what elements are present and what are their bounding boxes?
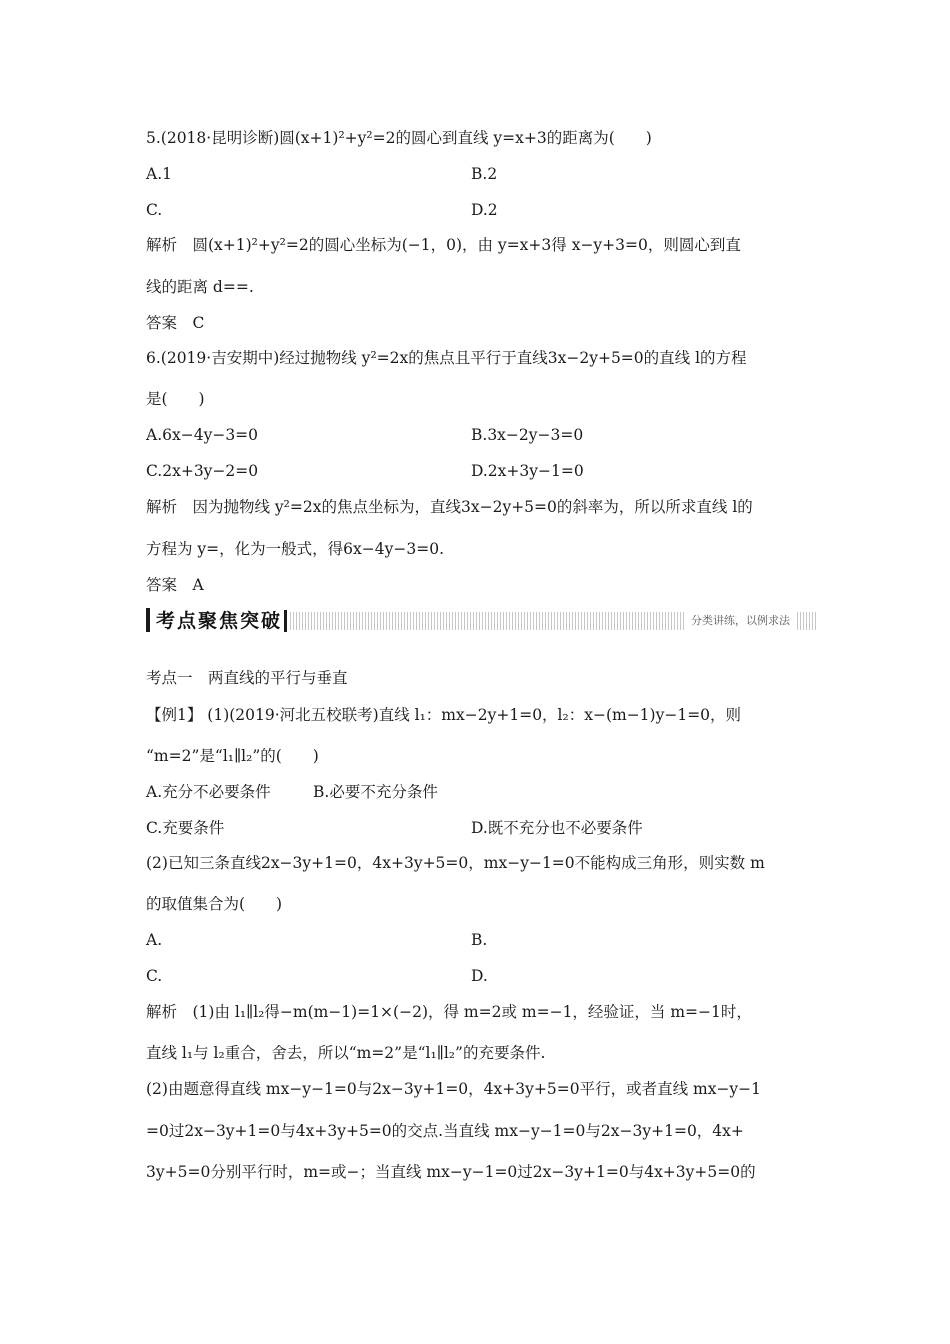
solution-line3: (2)由题意得直线 mx−y−1=0与2x−3y+1=0，4x+3y+5=0平行，或者直线 mx−y−1: [146, 1080, 762, 1098]
q6-answer: 答案 A: [146, 576, 204, 594]
solution-line5: 3y+5=0分别平行时，m=或−；当直线 mx−y−1=0过2x−3y+1=0与4x+3y+5=0的: [146, 1163, 756, 1181]
q6-option-a: A.6x−4y−3=0: [146, 426, 259, 444]
example1-part1-line2: “m=2”是“l₁∥l₂”的( ): [146, 747, 319, 765]
q6-option-c: C.2x+3y−2=0: [146, 462, 259, 480]
q6-stem-line1: 6.(2019·吉安期中)经过抛物线 y²=2x的焦点且平行于直线3x−2y+5=0的直线 l的方程: [146, 349, 747, 367]
kaodian-heading: 考点一 两直线的平行与垂直: [146, 669, 348, 687]
solution-line1: 解析 (1)由 l₁∥l₂得−m(m−1)=1×(−2)，得 m=2或 m=−1，经验证，当 m=−1时，: [146, 1003, 752, 1021]
section-title: 考点聚焦突破: [156, 608, 286, 634]
banner-left-bar: [146, 608, 150, 632]
q5-option-a: A.1: [146, 165, 172, 183]
q5-stem: 5.(2018·昆明诊断)圆(x+1)²+y²=2的圆心到直线 y=x+3的距离为( ): [146, 129, 652, 147]
example1-part1-line1: 【例1】 (1)(2019·河北五校联考)直线 l₁：mx−2y+1=0，l₂：x−(m−1)y−1=0，则: [146, 706, 742, 724]
q6-analysis-line1: 解析 因为抛物线 y²=2x的焦点坐标为，直线3x−2y+5=0的斜率为，所以所求直线 l的: [146, 498, 753, 516]
example1-option-b: B.必要不充分条件: [313, 783, 438, 801]
example1-part2-option-c: C.: [146, 967, 163, 985]
solution-line2: 直线 l₁与 l₂重合，舍去，所以“m=2”是“l₁∥l₂”的充要条件.: [146, 1044, 546, 1062]
section-banner: [146, 608, 816, 634]
example1-part2-option-b: B.: [471, 931, 488, 949]
q5-answer: 答案 C: [146, 314, 205, 332]
q6-analysis-line2: 方程为 y=，化为一般式，得6x−4y−3=0.: [146, 540, 445, 558]
section-subtitle: 分类讲练，以例求法: [685, 612, 796, 630]
q6-option-d: D.2x+3y−1=0: [471, 462, 584, 480]
q6-option-b: B.3x−2y−3=0: [471, 426, 584, 444]
example1-part2-option-d: D.: [471, 967, 488, 985]
q5-option-d: D.2: [471, 201, 498, 219]
q6-stem-line2: 是( ): [146, 390, 205, 408]
solution-line4: =0过2x−3y+1=0与4x+3y+5=0的交点.当直线 mx−y−1=0与2x−3y+1=0，4x+: [146, 1122, 744, 1140]
example1-part2-line1: (2)已知三条直线2x−3y+1=0，4x+3y+5=0，mx−y−1=0不能构成三角形，则实数 m: [146, 854, 765, 872]
banner-divider-bar: [284, 610, 287, 632]
example1-part2-line2: 的取值集合为( ): [146, 895, 283, 913]
q5-analysis-line1: 解析 圆(x+1)²+y²=2的圆心坐标为(−1，0)，由 y=x+3得 x−y+3=0，则圆心到直: [146, 236, 741, 254]
q5-option-c: C.: [146, 201, 163, 219]
example1-option-a: A.充分不必要条件: [146, 783, 271, 801]
example1-part2-option-a: A.: [146, 931, 163, 949]
q5-option-b: B.2: [471, 165, 498, 183]
q5-analysis-line2: 线的距离 d==.: [146, 278, 254, 296]
example1-option-c: C.充要条件: [146, 819, 225, 837]
example1-option-d: D.既不充分也不必要条件: [471, 819, 643, 837]
